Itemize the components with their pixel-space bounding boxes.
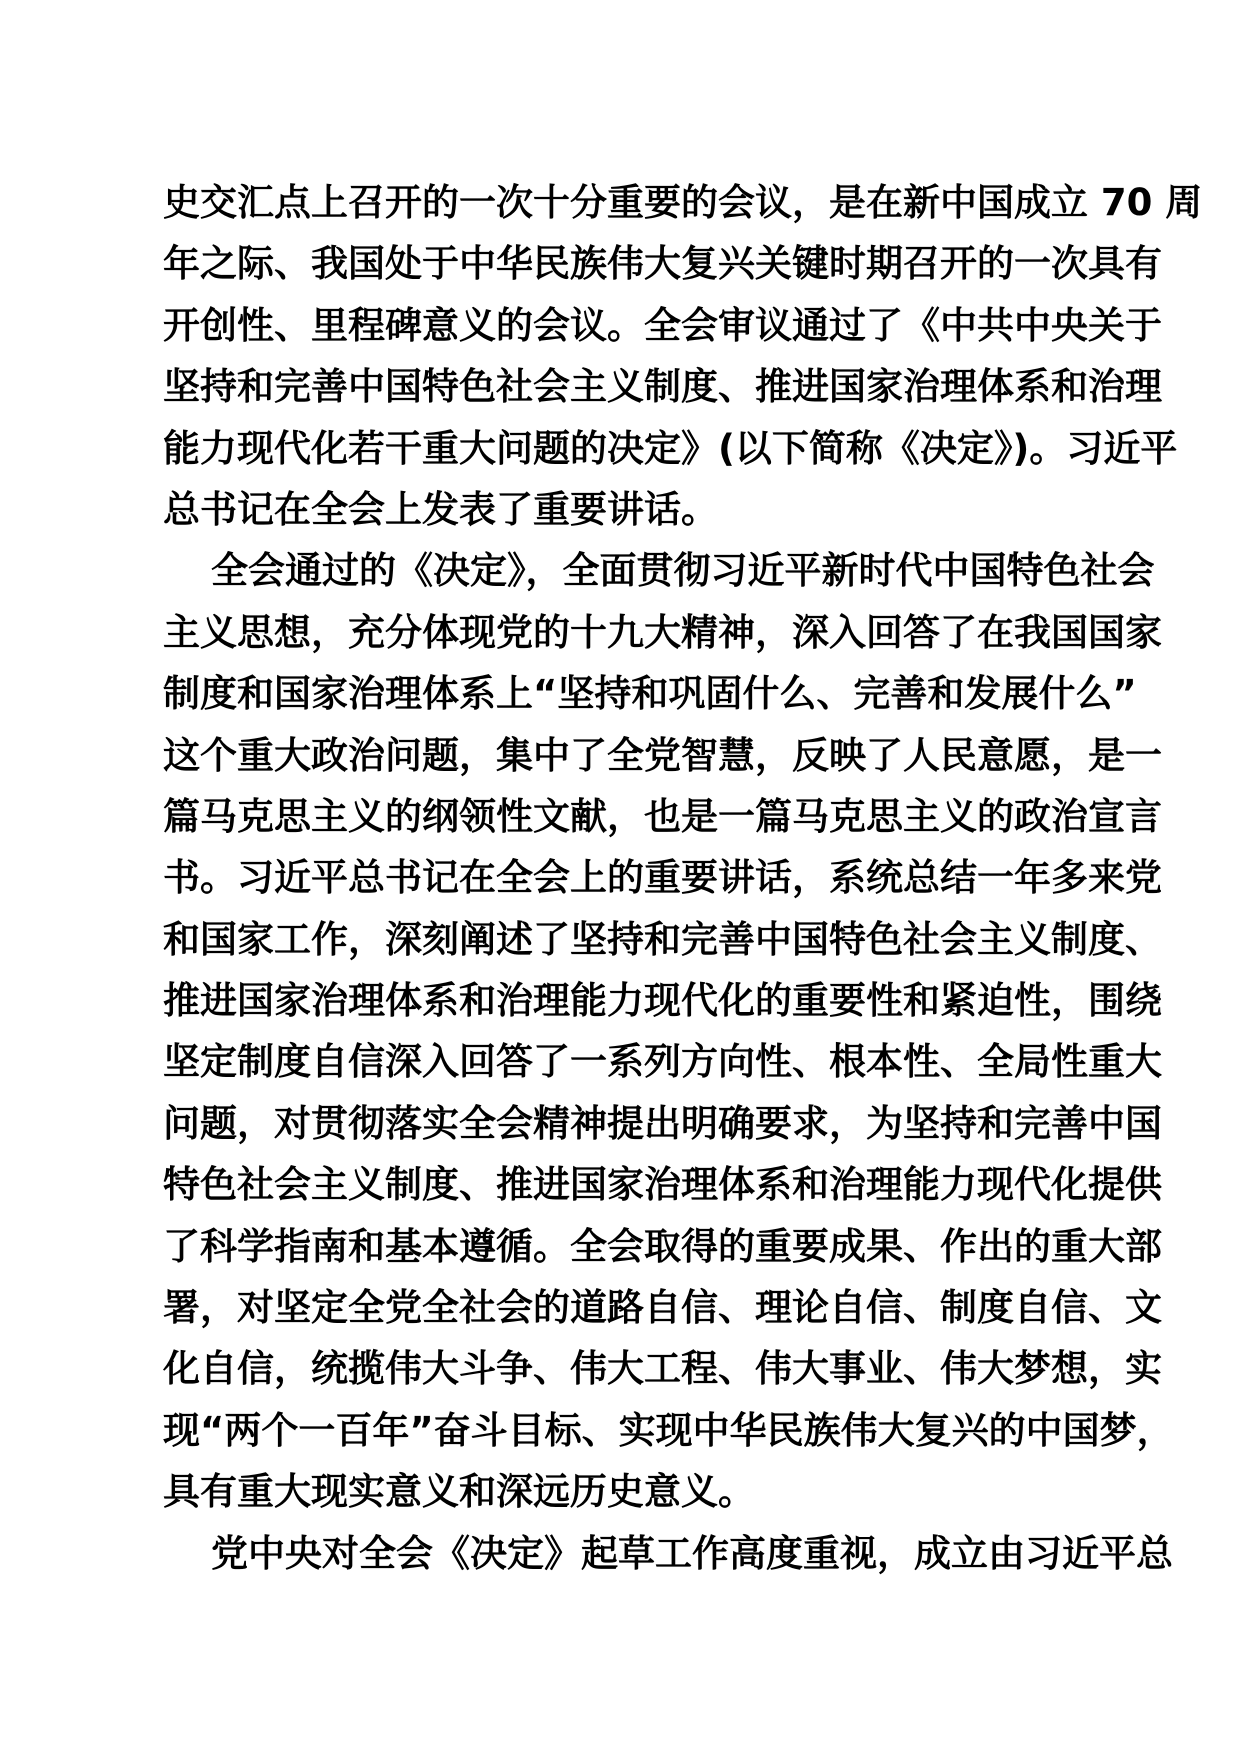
text-line: 具有重大现实意义和深远历史意义。 <box>163 1470 755 1514</box>
text-line: 坚定制度自信深入回答了一系列方向性、根本性、全局性重大 <box>163 1040 1162 1084</box>
text-line: 开创性、里程碑意义的会议。全会审议通过了《中共中央关于 <box>163 303 1162 347</box>
text-line: 书。习近平总书记在全会上的重要讲话，系统总结一年多来党 <box>163 856 1162 900</box>
text-line: 制度和国家治理体系上“坚持和巩固什么、完善和发展什么” <box>163 672 1137 716</box>
text-line: 署，对坚定全党全社会的道路自信、理论自信、制度自信、文 <box>163 1286 1162 1330</box>
text-line: 总书记在全会上发表了重要讲话。 <box>163 487 718 531</box>
text-line: 问题，对贯彻落实全会精神提出明确要求，为坚持和完善中国 <box>163 1101 1162 1145</box>
paragraph-2 <box>163 540 1174 1522</box>
text-line: 史交汇点上召开的一次十分重要的会议，是在新中国成立 70 周 <box>163 181 1203 224</box>
text-line: 和国家工作，深刻阐述了坚持和完善中国特色社会主义制度、 <box>163 917 1162 961</box>
text-line: 特色社会主义制度、推进国家治理体系和治理能力现代化提供 <box>163 1163 1162 1207</box>
text-line: 全会通过的《决定》，全面贯彻习近平新时代中国特色社会 <box>211 549 1155 593</box>
text-line: 现“两个一百年”奋斗目标、实现中华民族伟大复兴的中国梦， <box>163 1408 1174 1452</box>
text-line: 推进国家治理体系和治理能力现代化的重要性和紧迫性，围绕 <box>163 979 1162 1023</box>
text-line: 化自信，统揽伟大斗争、伟大工程、伟大事业、伟大梦想，实 <box>163 1347 1162 1391</box>
text-line: 能力现代化若干重大问题的决定》(以下简称《决定》)。习近平 <box>163 426 1178 470</box>
document-body <box>163 172 1203 1584</box>
text-line: 篇马克思主义的纲领性文献，也是一篇马克思主义的政治宣言 <box>163 794 1162 838</box>
text-line: 了科学指南和基本遵循。全会取得的重要成果、作出的重大部 <box>163 1224 1162 1268</box>
paragraph-3 <box>163 1523 1173 1584</box>
text-line: 党中央对全会《决定》起草工作高度重视，成立由习近平总 <box>211 1531 1173 1575</box>
text-line: 主义思想，充分体现党的十九大精神，深入回答了在我国国家 <box>163 610 1162 654</box>
text-line: 坚持和完善中国特色社会主义制度、推进国家治理体系和治理 <box>163 365 1162 409</box>
text-line: 年之际、我国处于中华民族伟大复兴关键时期召开的一次具有 <box>163 242 1162 286</box>
paragraph-1 <box>163 172 1203 540</box>
text-line: 这个重大政治问题，集中了全党智慧，反映了人民意愿，是一 <box>163 733 1162 777</box>
